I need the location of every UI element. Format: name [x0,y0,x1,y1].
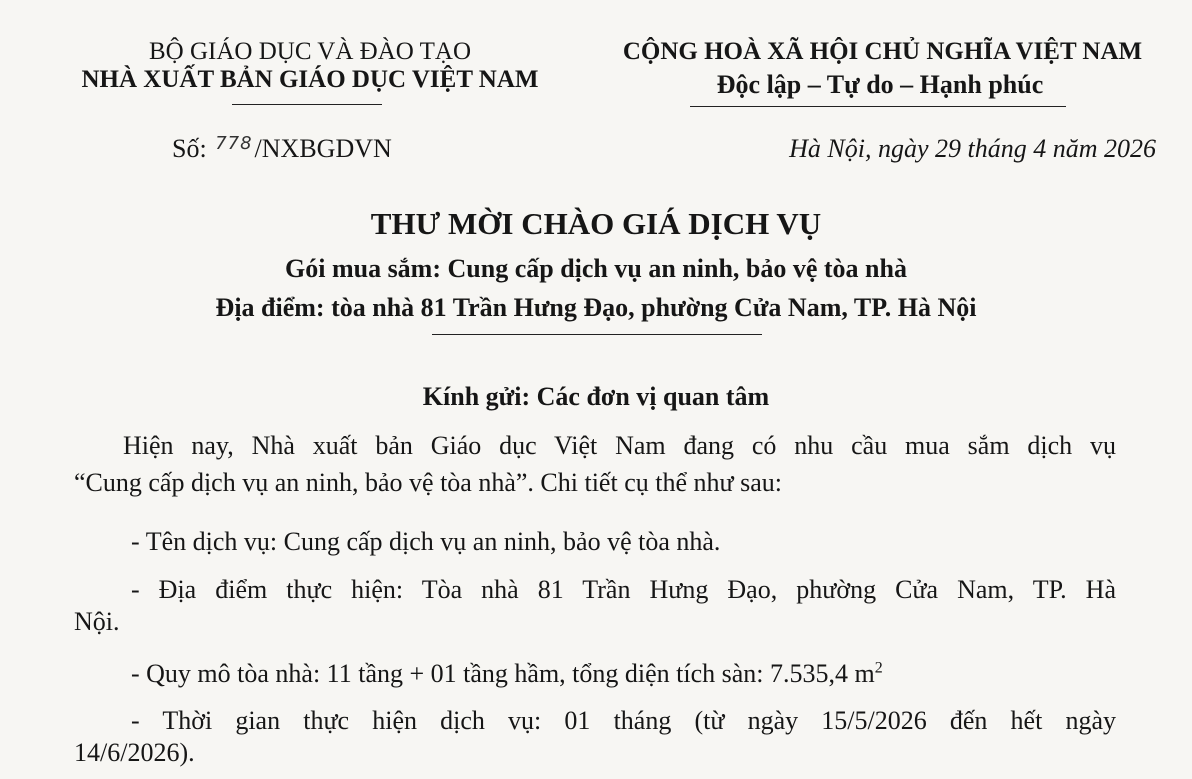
item-time-line-2: 14/6/2026). [74,738,195,767]
intro-line-1: Hiện nay, Nhà xuất bản Giáo dục Việt Nam đang có nhu cầu mua sắm dịch vụ [123,431,1116,460]
publisher-name: NHÀ XUẤT BẢN GIÁO DỤC VIỆT NAM [81,66,539,93]
handwritten-number: 778 [215,133,253,154]
item-service: - Tên dịch vụ: Cung cấp dịch vụ an ninh, bảo vệ tòa nhà. [131,527,721,556]
number-prefix: Số: [172,134,207,163]
document-title: THƯ MỜI CHÀO GIÁ DỊCH VỤ [370,206,822,241]
item-time-line-1: - Thời gian thực hiện dịch vụ: 01 tháng (từ ngày 15/5/2026 đến hết ngày [131,706,1116,735]
ministry-name: BỘ GIÁO DỤC VÀ ĐÀO TẠO [149,38,471,65]
country-name: CỘNG HOÀ XÃ HỘI CHỦ NGHĨA VIỆT NAM [622,38,1143,65]
package-name: Gói mua sắm: Cung cấp dịch vụ an ninh, bảo vệ tòa nhà [285,254,907,283]
national-motto: Độc lập – Tự do – Hạnh phúc [716,70,1044,99]
intro-line-2: “Cung cấp dịch vụ an ninh, bảo vệ tòa nhà”. Chi tiết cụ thể như sau: [74,468,782,497]
location: Địa điểm: tòa nhà 81 Trần Hưng Đạo, phường Cửa Nam, TP. Hà Nội [215,293,977,322]
greeting: Kính gửi: Các đơn vị quan tâm [422,382,770,411]
item-scale [131,659,883,689]
intro-paragraph [74,427,1116,501]
document-number [172,134,392,164]
item-scale-text: - Quy mô tòa nhà: 11 tầng + 01 tầng hầm, tổng diện tích sàn: 7.535,4 m [131,659,875,688]
item-time [74,706,1116,768]
item-place-line-1: - Địa điểm thực hiện: Tòa nhà 81 Trần Hưng Đạo, phường Cửa Nam, TP. Hà [131,575,1116,604]
number-suffix: /NXBGDVN [254,134,392,163]
item-place [74,575,1116,637]
publisher-underline [232,104,382,105]
place-date: Hà Nội, ngày 29 tháng 4 năm 2026 [789,134,1156,163]
item-place-line-2: Nội. [74,607,120,636]
item-scale-sup: 2 [874,659,883,677]
motto-underline [690,106,1066,107]
title-underline [432,334,762,335]
